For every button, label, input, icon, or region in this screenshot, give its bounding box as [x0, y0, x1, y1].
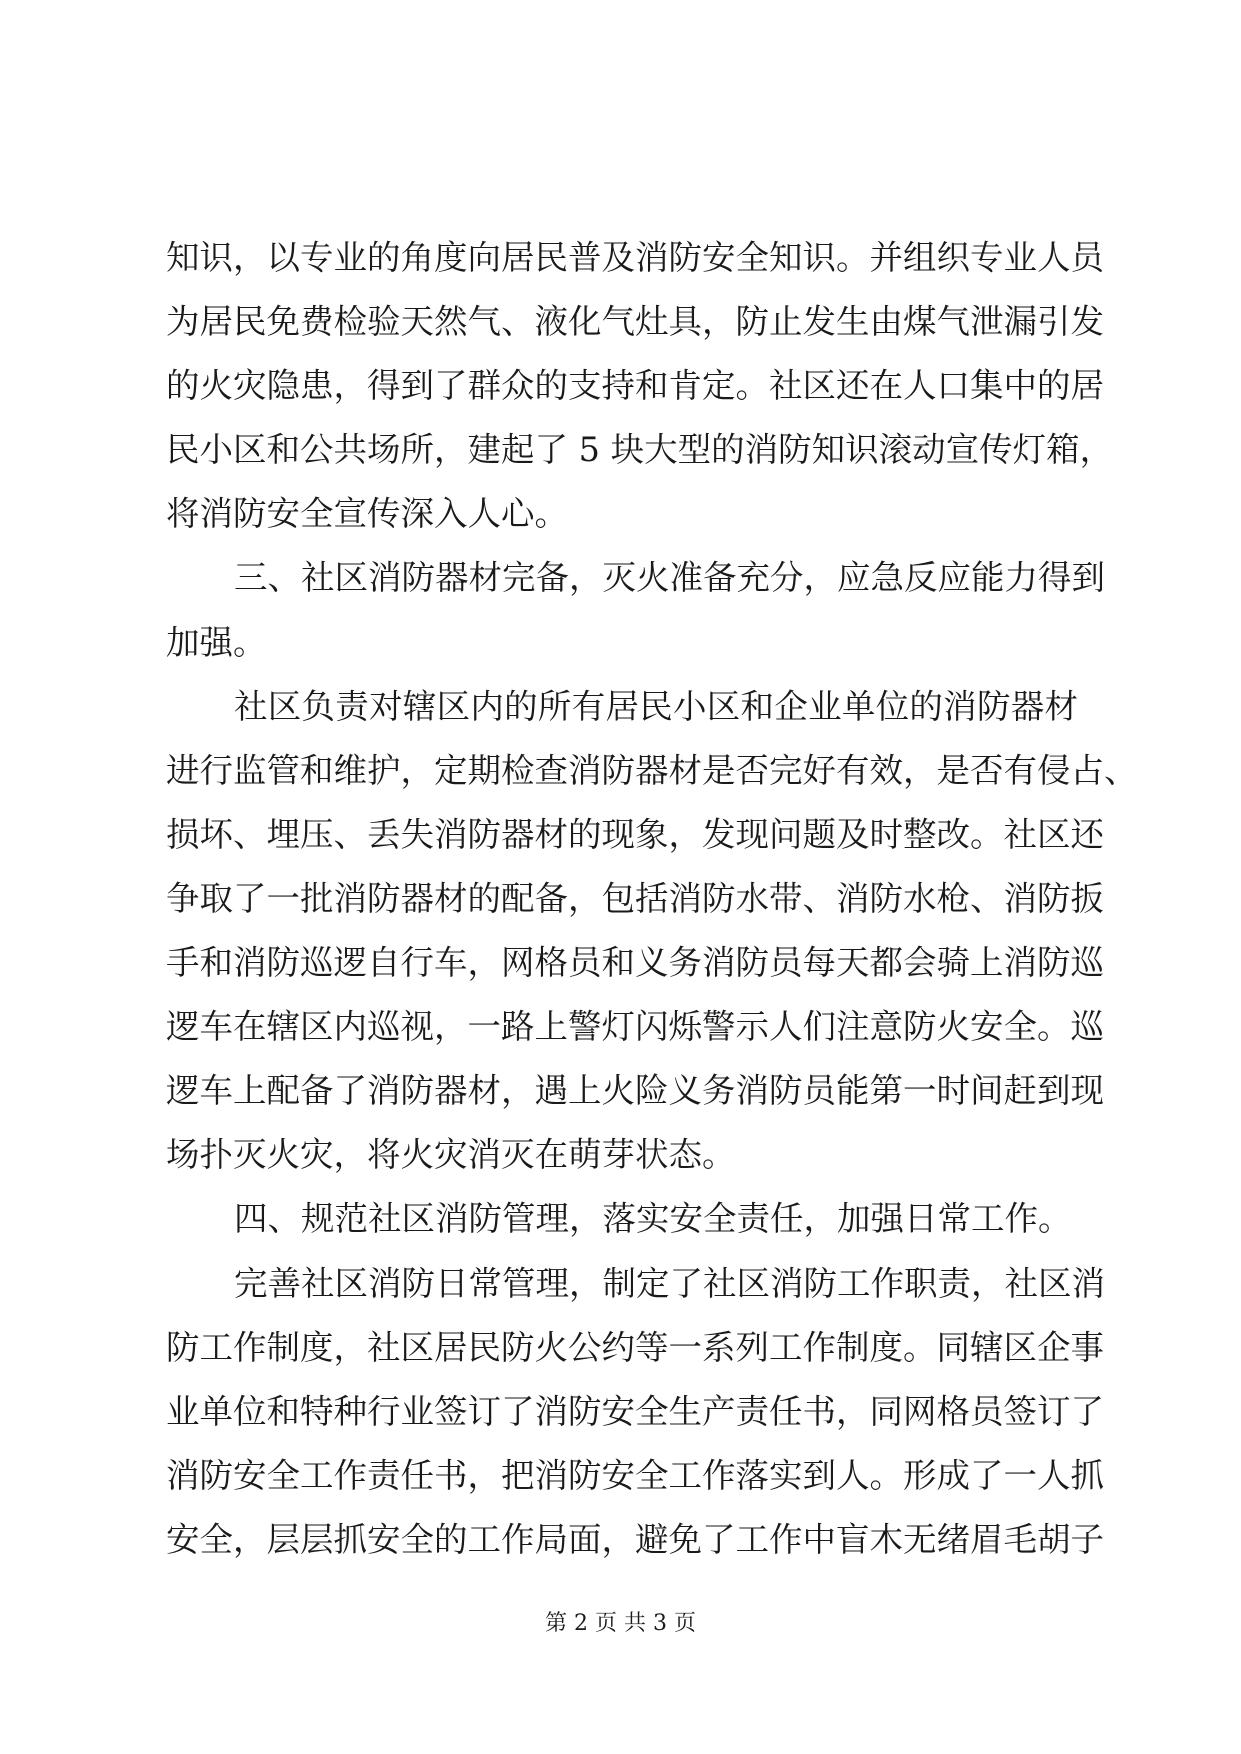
text-line: 损坏、埋压、丢失消防器材的现象，发现问题及时整改。社区还	[166, 814, 1104, 854]
text-line: 业单位和特种行业签订了消防安全生产责任书，同网格员签订了	[166, 1391, 1104, 1431]
text-line: 加强。	[166, 622, 267, 662]
text-line: 逻车上配备了消防器材，遇上火险义务消防员能第一时间赶到现	[166, 1071, 1104, 1111]
text-line: 消防安全工作责任书，把消防安全工作落实到人。形成了一人抓	[166, 1455, 1104, 1495]
text-line: 防工作制度，社区居民防火公约等一系列工作制度。同辖区企事	[166, 1327, 1104, 1367]
text-line: 社区负责对辖区内的所有居民小区和企业单位的消防器材	[234, 686, 1078, 726]
text-line: 四、规范社区消防管理，落实安全责任，加强日常工作。	[234, 1199, 1072, 1239]
text-line: 知识，以专业的角度向居民普及消防安全知识。并组织专业人员	[166, 238, 1104, 277]
text-line: 民小区和公共场所，建起了 5 块大型的消防知识滚动宣传灯箱，	[166, 430, 1114, 470]
body-text	[166, 226, 1138, 1572]
text-line: 安全，层层抓安全的工作局面，避免了工作中盲木无绪眉毛胡子	[166, 1519, 1104, 1559]
text-line: 进行监管和维护，定期检查消防器材是否完好有效，是否有侵占、	[166, 750, 1138, 790]
page-footer: 第 2 页 共 3 页	[545, 1611, 696, 1636]
text-line: 为居民免费检验天然气、液化气灶具，防止发生由煤气泄漏引发	[166, 302, 1104, 342]
text-line: 争取了一批消防器材的配备，包括消防水带、消防水枪、消防扳	[166, 878, 1104, 918]
text-line: 手和消防巡逻自行车，网格员和义务消防员每天都会骑上消防巡	[166, 943, 1104, 983]
text-line: 三、社区消防器材完备，灭火准备充分，应急反应能力得到	[234, 558, 1105, 598]
text-line: 将消防安全宣传深入人心。	[166, 494, 568, 534]
text-line: 完善社区消防日常管理，制定了社区消防工作职责，社区消	[234, 1263, 1105, 1303]
text-line: 逻车在辖区内巡视，一路上警灯闪烁警示人们注意防火安全。巡	[166, 1007, 1104, 1047]
text-line: 场扑灭火灾，将火灾消灭在萌芽状态。	[166, 1135, 736, 1175]
text-line: 的火灾隐患，得到了群众的支持和肯定。社区还在人口集中的居	[166, 366, 1104, 406]
